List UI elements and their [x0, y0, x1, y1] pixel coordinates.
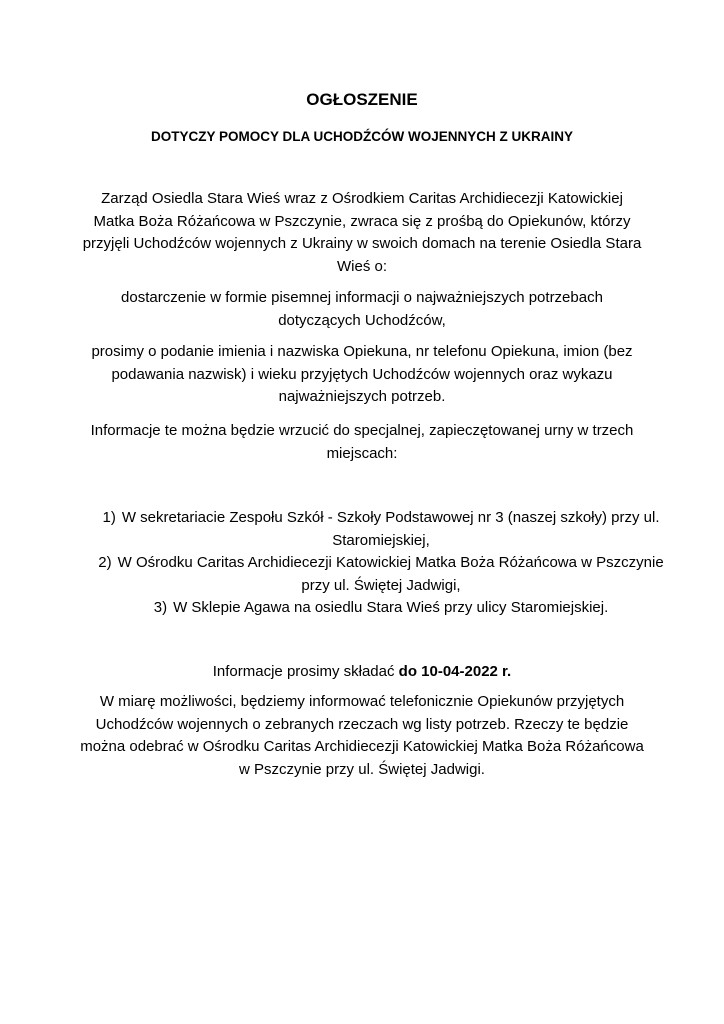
document-subtitle: DOTYCZY POMOCY DLA UCHODŹCÓW WOJENNYCH Z UKRAINY [150, 129, 573, 144]
paragraph-details: prosimy o podanie imienia i nazwiska Opiekuna, nr telefonu Opiekuna, imion (bez podawania nazwisk) i wieku przyjętych Uchodźców wojennych oraz wykazu najważniejszych potrzeb. [91, 343, 633, 405]
list-item-text: W Sklepie Agawa na osiedlu Stara Wieś przy ulicy Staromiejskiej. [173, 599, 609, 616]
locations-list [96, 507, 666, 620]
deadline-prefix: Informacje prosimy składać [212, 663, 399, 680]
deadline-date: do 10-04-2022 r. [398, 663, 512, 680]
document-title: OGŁOSZENIE [306, 90, 418, 109]
list-item [96, 552, 666, 597]
paragraph-request: dostarczenie w formie pisemnej informacji o najważniejszych potrzebach dotyczących Uchodźców, [121, 289, 603, 329]
paragraph-closing: W miarę możliwości, będziemy informować telefonicznie Opiekunów przyjętych Uchodźców wojennych o zebranych rzeczach wg listy potrzeb. Rzeczy te będzie można odebrać w Ośrodku Caritas Archidiecezji Katowickiej Matka Boża Różańcowa w Pszczynie przy ul. Świętej Jadwigi. [80, 693, 644, 778]
paragraph-intro: Zarząd Osiedla Stara Wieś wraz z Ośrodkiem Caritas Archidiecezji Katowickiej Matka Boża Różańcowa w Pszczynie, zwraca się z prośbą do Opiekunów, którzy przyjęli Uchodźców wojennych z Ukrainy w swoich domach na terenie Osiedla Stara Wieś o: [82, 190, 642, 275]
list-item-text: W sekretariacie Zespołu Szkół - Szkoły Podstawowej nr 3 (naszej szkoły) przy ul. Staromiejskiej, [121, 509, 660, 549]
list-item [96, 597, 666, 620]
list-item [96, 507, 666, 552]
list-item-number: 3) [153, 599, 168, 616]
list-item-text: W Ośrodku Caritas Archidiecezji Katowickiej Matka Boża Różańcowa w Pszczynie przy ul. Świętej Jadwigi, [117, 554, 664, 594]
list-item-number: 2) [98, 554, 112, 571]
paragraph-urn: Informacje te można będzie wrzucić do specjalnej, zapieczętowanej urny w trzech miejscach: [90, 422, 634, 462]
paragraph-deadline [80, 661, 644, 684]
list-item-number: 1) [102, 509, 116, 526]
